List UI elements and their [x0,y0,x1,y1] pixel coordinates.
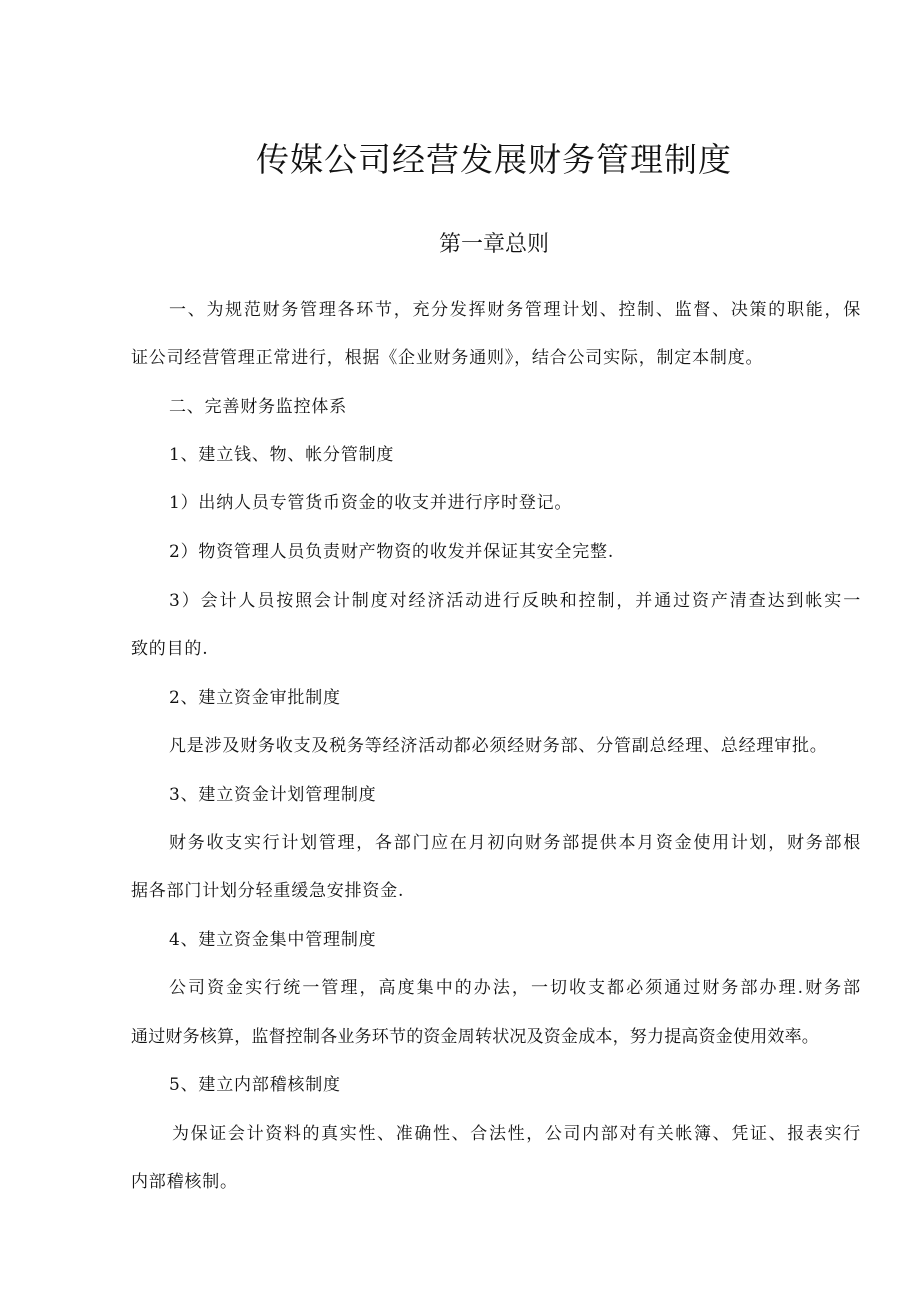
list-item-2: 2）物资管理人员负责财产物资的收发并保证其安全完整. [169,542,615,562]
document-title: 传媒公司经营发展财务管理制度 [256,140,732,179]
list-item-1: 1）出纳人员专管货币资金的收支并进行序时登记。 [169,493,573,513]
paragraph-centralized-line-1: 公司资金实行统一管理，高度集中的办法，一切收支都必须通过财务部办理.财务部 [169,978,861,998]
paragraph-planning-line-1: 财务收支实行计划管理，各部门应在月初向财务部提供本月资金使用计划，财务部根 [169,833,861,853]
paragraph-audit-line-2: 内部稽核制。 [131,1172,238,1192]
subsection-heading-1: 1、建立钱、物、帐分管制度 [169,445,395,465]
paragraph-approval: 凡是涉及财务收支及税务等经济活动都必须经财务部、分管副总经理、总经理审批。 [169,736,828,756]
subsection-heading-3: 3、建立资金计划管理制度 [169,785,377,805]
list-item-3-line-2: 致的目的. [131,639,209,659]
subsection-heading-5: 5、建立内部稽核制度 [169,1075,341,1095]
paragraph-planning-line-2: 据各部门计划分轻重缓急安排资金. [131,881,405,901]
subsection-heading-2: 2、建立资金审批制度 [169,688,341,708]
paragraph-audit-line-1: 为保证会计资料的真实性、准确性、合法性，公司内部对有关帐簿、凭证、报表实行 [172,1124,861,1144]
paragraph-1-line-2: 证公司经营管理正常进行，根据《企业财务通则》，结合公司实际，制定本制度。 [131,348,764,368]
chapter-heading: 第一章总则 [438,232,549,257]
section-heading-2: 二、完善财务监控体系 [169,397,347,417]
paragraph-centralized-line-2: 通过财务核算，监督控制各业务环节的资金周转状况及资金成本，努力提高资金使用效率。 [131,1027,819,1047]
paragraph-1-line-1: 一、为规范财务管理各环节，充分发挥财务管理计划、控制、监督、决策的职能，保 [169,300,861,320]
list-item-3-line-1: 3）会计人员按照会计制度对经济活动进行反映和控制，并通过资产清查达到帐实一 [169,591,861,611]
subsection-heading-4: 4、建立资金集中管理制度 [169,930,377,950]
